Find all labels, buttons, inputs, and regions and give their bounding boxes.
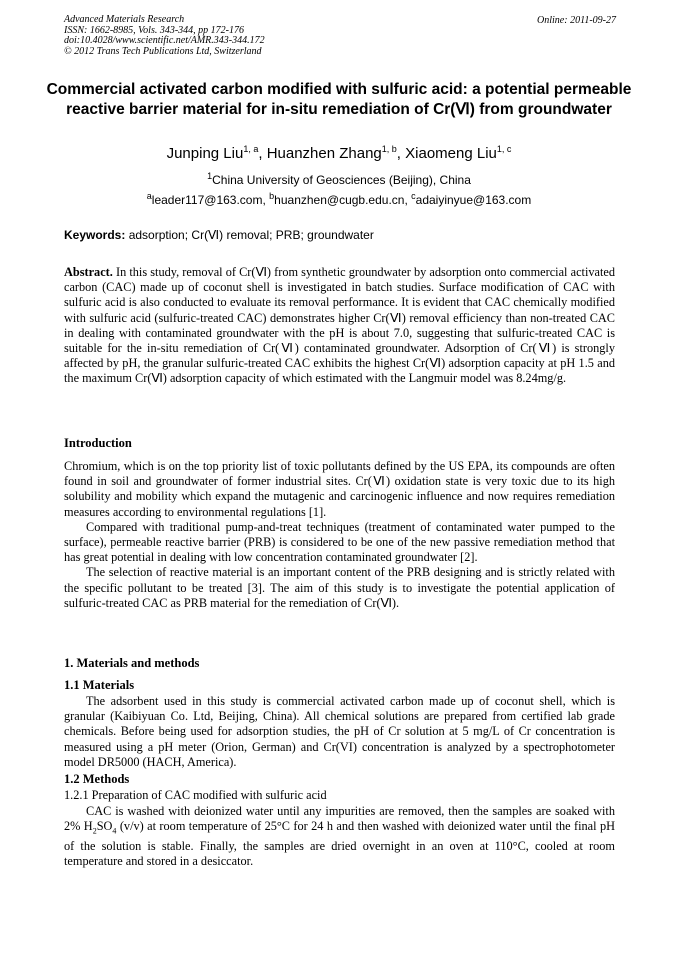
affiliation <box>40 171 638 187</box>
preparation-text: CAC is washed with deionized water until any impurities are removed, then the samples are soaked with 2% H <box>64 804 615 834</box>
preparation-text: (v/v) at room temperature of 25°C for 24 h and then washed with deionized water until the final pH of the solution is stable. Finally, the samples are dried overnight in an oven at 110°C, cooled at room temperature and stored in a desiccator. <box>64 819 615 869</box>
materials-paragraph: The adsorbent used in this study is commercial activated carbon made up of coconut shell, which is granular (Kaibiyuan Co. Ltd, Beijing, China). All chemical solutions are prepared from certified lab grade chemicals. Before being used for adsorption studies, the pH of Cr solution at 5 mg/L of Cr concentration is measured using a pH meter (Orion, German) and Cr(VI) concentration is analyzed by a spectrophotometer model DR5000 (HACH, America). <box>64 694 615 769</box>
email-separator: , <box>404 193 412 207</box>
subsubsection-heading-preparation: 1.2.1 Preparation of CAC modified with sulfuric acid <box>64 788 327 802</box>
email-address[interactable]: leader117@163.com <box>151 193 263 207</box>
introduction-paragraph: Chromium, which is on the top priority list of toxic pollutants defined by the US EPA, its compounds are often found in soil and groundwater of former industrial sites. Cr(Ⅵ) oxidation state is very toxic due to its high solubility and mobility which expand the mutagenic and carcinogenic influence and now requires remediation measures according to environmental regulations [1]. <box>64 459 615 519</box>
keywords-text: adsorption; Cr(Ⅵ) removal; PRB; groundwater <box>125 228 374 242</box>
preparation-paragraph <box>64 804 615 869</box>
author-name: Huanzhen Zhang <box>266 145 382 162</box>
introduction-paragraph: Compared with traditional pump-and-treat techniques (treatment of contaminated water pumped to the surface), permeable reactive barrier (PRB) is considered to be one of the new passive remediation method that has great potential in dealing with low concentration contaminated groundwater [2]. <box>64 519 615 565</box>
author-affil-mark: 1, a <box>243 144 259 154</box>
preparation-body <box>64 804 615 869</box>
copyright-line: © 2012 Trans Tech Publications Ltd, Switzerland <box>64 45 262 57</box>
email-address[interactable]: huanzhen@cugb.edu.cn <box>274 193 405 207</box>
paper-title: Commercial activated carbon modified with sulfuric acid: a potential permeable reactive barrier material for in-situ remediation of Cr(Ⅵ) from groundwater <box>46 81 632 118</box>
introduction-body <box>64 459 615 611</box>
issn-line: ISSN: 1662-8985, Vols. 343-344, pp 172-176 <box>64 24 244 36</box>
journal-name: Advanced Materials Research <box>64 14 185 25</box>
subsection-heading-materials: 1.1 Materials <box>64 678 135 692</box>
email-separator: , <box>262 193 270 207</box>
subscript: 4 <box>112 826 117 836</box>
online-date: Online: 2011-09-27 <box>537 15 616 26</box>
doi-line: doi:10.4028/www.scientific.net/AMR.343-344.172 <box>64 35 265 47</box>
author-list <box>40 144 638 162</box>
keywords <box>64 228 374 242</box>
abstract <box>64 265 615 387</box>
section-heading-materials-methods: 1. Materials and methods <box>64 656 200 670</box>
introduction-paragraph: The selection of reactive material is an important content of the PRB designing and is strictly related with the specific pollutant to be treated [3]. The aim of this study is to investigate the potential application of sulfuric-treated CAC as PRB material for the remediation of Cr(Ⅵ). <box>64 565 615 610</box>
author-separator: , <box>396 145 406 162</box>
introduction-heading: Introduction <box>64 436 132 450</box>
author-separator: , <box>258 145 267 162</box>
author-name: Xiaomeng Liu <box>405 145 497 162</box>
email-mark: c <box>411 191 416 201</box>
author-affil-mark: 1, c <box>496 144 512 154</box>
affiliation-mark: 1 <box>207 171 213 181</box>
email-mark: b <box>269 191 275 201</box>
abstract-text: In this study, removal of Cr(Ⅵ) from synthetic groundwater by adsorption onto commercial activated carbon (CAC) made up of coconut shell is investigated in batch studies. Surface modification of CAC with sulfuric acid is also conducted to evaluate its removal performance. It is evident that CAC chemically modified with sulfuric acid (sulfuric-treated CAC) demonstrates higher Cr(Ⅵ) removal efficiency than non-treated CAC in dealing with contaminated groundwater with the pH is about 7.0, suggesting that sulfuric-treated CAC is suitable for the in-situ remediation of Cr(Ⅵ) contaminated groundwater. Adsorption of Cr(Ⅵ) is strongly affected by pH, the granular sulfuric-treated CAC exhibits the highest Cr(Ⅵ) adsorption capacity at pH 1.5 and the maximum Cr(Ⅵ) adsorption capacity of which estimated with the Langmuir model was 8.24mg/g. <box>64 265 615 386</box>
subscript: 2 <box>92 826 97 836</box>
author-affil-mark: 1, b <box>381 144 397 154</box>
email-mark: a <box>146 191 152 201</box>
preparation-text: SO <box>96 819 113 834</box>
keywords-label: Keywords: <box>64 228 126 242</box>
author-name: Junping Liu <box>166 145 244 162</box>
email-address[interactable]: adaiyinyue@163.com <box>415 193 532 207</box>
materials-body <box>64 694 615 770</box>
email-list <box>40 191 638 207</box>
journal-header <box>64 15 265 57</box>
abstract-label: Abstract. <box>64 265 113 279</box>
subsection-heading-methods: 1.2 Methods <box>64 772 130 786</box>
affiliation-text: China University of Geosciences (Beijing), China <box>212 173 471 187</box>
